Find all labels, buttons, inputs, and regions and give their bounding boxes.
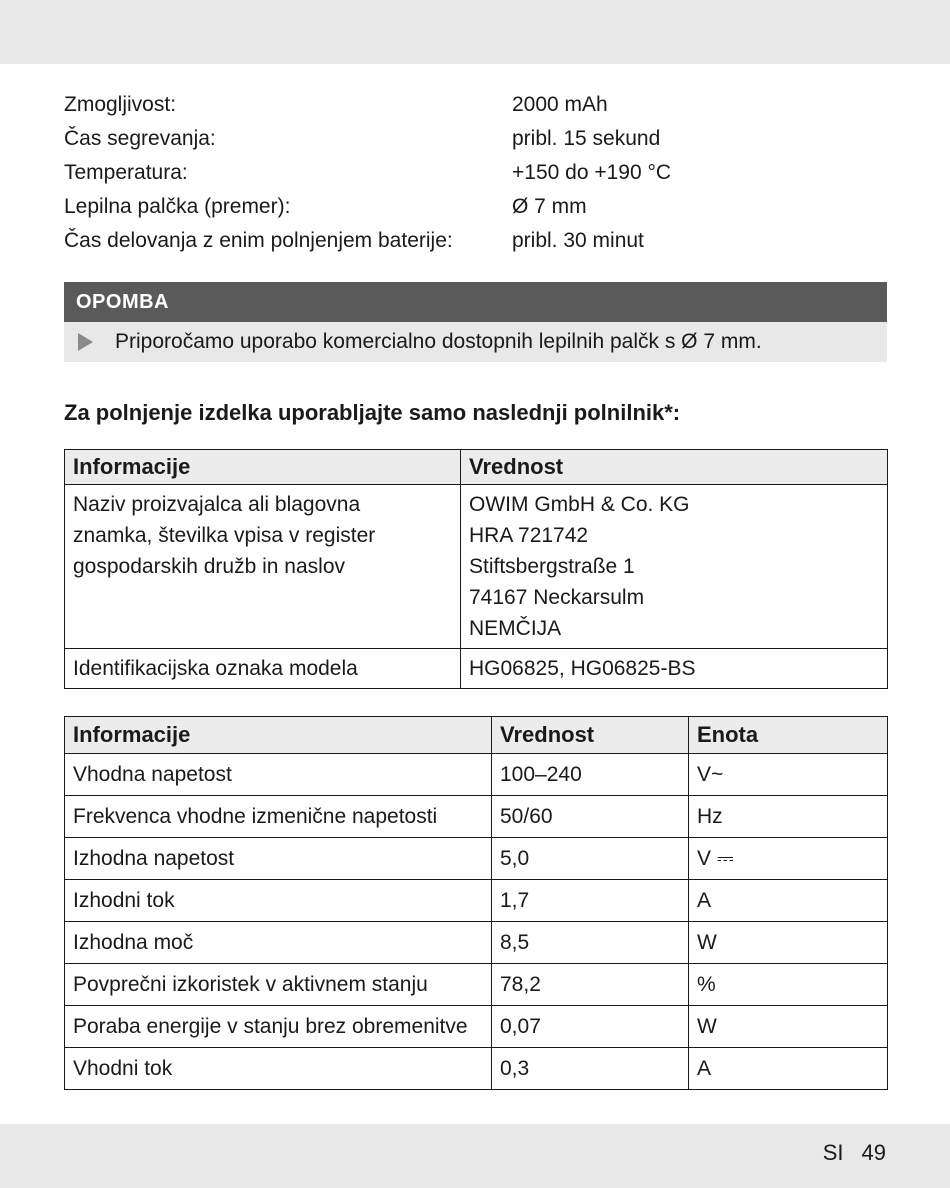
note-title: OPOMBA <box>64 282 887 322</box>
cell-line: gospodarskih družb in naslov <box>73 555 345 578</box>
column-header: Vrednost <box>461 450 888 485</box>
table-row <box>65 838 888 880</box>
table-cell <box>65 485 461 649</box>
table-cell: Izhodni tok <box>65 880 492 922</box>
spec-row <box>64 224 887 258</box>
table-cell: 8,5 <box>492 922 689 964</box>
table-cell: W <box>689 922 888 964</box>
table-cell <box>65 649 461 689</box>
table-cell: Vhodna napetost <box>65 754 492 796</box>
table-header-row <box>65 717 888 754</box>
table-row <box>65 754 888 796</box>
table-cell: Poraba energije v stanju brez obremenitve <box>65 1006 492 1048</box>
cell-line: Stiftsbergstraße 1 <box>469 555 635 578</box>
spec-value: pribl. 30 minut <box>512 229 644 252</box>
spec-label: Lepilna palčka (premer): <box>64 195 291 218</box>
charger-info-table <box>64 449 888 689</box>
electrical-specs-table <box>64 716 888 1090</box>
table-row <box>65 1048 888 1090</box>
table-row <box>65 1006 888 1048</box>
spec-value: +150 do +190 °C <box>512 161 672 184</box>
table-cell: 78,2 <box>492 964 689 1006</box>
spec-value: 2000 mAh <box>512 93 608 116</box>
spec-label: Čas segrevanja: <box>64 127 216 150</box>
table-cell: W <box>689 1006 888 1048</box>
spec-value: Ø 7 mm <box>512 195 587 218</box>
table-cell: Izhodna napetost <box>65 838 492 880</box>
arrow-right-icon <box>78 333 93 351</box>
column-header: Enota <box>689 717 888 754</box>
cell-line: HRA 721742 <box>469 524 589 547</box>
note-text: Priporočamo uporabo komercialno dostopnih lepilnih palčk s Ø 7 mm. <box>115 330 762 353</box>
table-row <box>65 922 888 964</box>
page-number: 49 <box>861 1140 886 1165</box>
table-cell: 50/60 <box>492 796 689 838</box>
note-box <box>64 282 887 362</box>
table-cell: Izhodna moč <box>65 922 492 964</box>
table-cell: V~ <box>689 754 888 796</box>
table-header-row <box>65 450 888 485</box>
cell-line: 74167 Neckarsulm <box>469 586 645 609</box>
spec-row <box>64 122 887 156</box>
spec-row <box>64 88 887 122</box>
table-row <box>65 485 888 649</box>
table-cell: A <box>689 880 888 922</box>
column-header: Vrednost <box>492 717 689 754</box>
charger-heading: Za polnjenje izdelka uporabljajte samo naslednji polnilnik*: <box>64 400 681 425</box>
table-row <box>65 880 888 922</box>
spec-label: Temperatura: <box>64 161 188 184</box>
cell-line: Naziv proizvajalca ali blagovna <box>73 493 361 516</box>
note-body <box>64 322 887 362</box>
table-cell: A <box>689 1048 888 1090</box>
table-cell: Frekvenca vhodne izmenične napetosti <box>65 796 492 838</box>
page-footer <box>805 1140 886 1166</box>
table-cell: Povprečni izkoristek v aktivnem stanju <box>65 964 492 1006</box>
column-header: Informacije <box>65 450 461 485</box>
table-cell: 1,7 <box>492 880 689 922</box>
cell-line: OWIM GmbH & Co. KG <box>469 493 690 516</box>
top-band <box>0 0 950 64</box>
spec-label: Zmogljivost: <box>64 93 177 116</box>
cell-line: HG06825, HG06825-BS <box>469 657 696 680</box>
table-row <box>65 796 888 838</box>
table-cell: Hz <box>689 796 888 838</box>
spec-value: pribl. 15 sekund <box>512 127 661 150</box>
table-cell <box>461 485 888 649</box>
table-row <box>65 649 888 689</box>
table-cell: % <box>689 964 888 1006</box>
table-cell: Vhodni tok <box>65 1048 492 1090</box>
table-cell <box>461 649 888 689</box>
table-cell: 100–240 <box>492 754 689 796</box>
spec-list <box>64 88 887 258</box>
language-code: SI <box>822 1140 844 1165</box>
cell-line: Identifikacijska oznaka modela <box>73 657 358 680</box>
cell-line: NEMČIJA <box>469 617 562 640</box>
cell-line: znamka, številka vpisa v register <box>73 524 376 547</box>
table-cell: 0,07 <box>492 1006 689 1048</box>
column-header: Informacije <box>65 717 492 754</box>
spec-row <box>64 156 887 190</box>
table-cell: 0,3 <box>492 1048 689 1090</box>
table-cell: V ⎓ <box>689 838 888 880</box>
table-row <box>65 964 888 1006</box>
spec-row <box>64 190 887 224</box>
spec-label: Čas delovanja z enim polnjenjem baterije: <box>64 229 453 252</box>
table-cell: 5,0 <box>492 838 689 880</box>
